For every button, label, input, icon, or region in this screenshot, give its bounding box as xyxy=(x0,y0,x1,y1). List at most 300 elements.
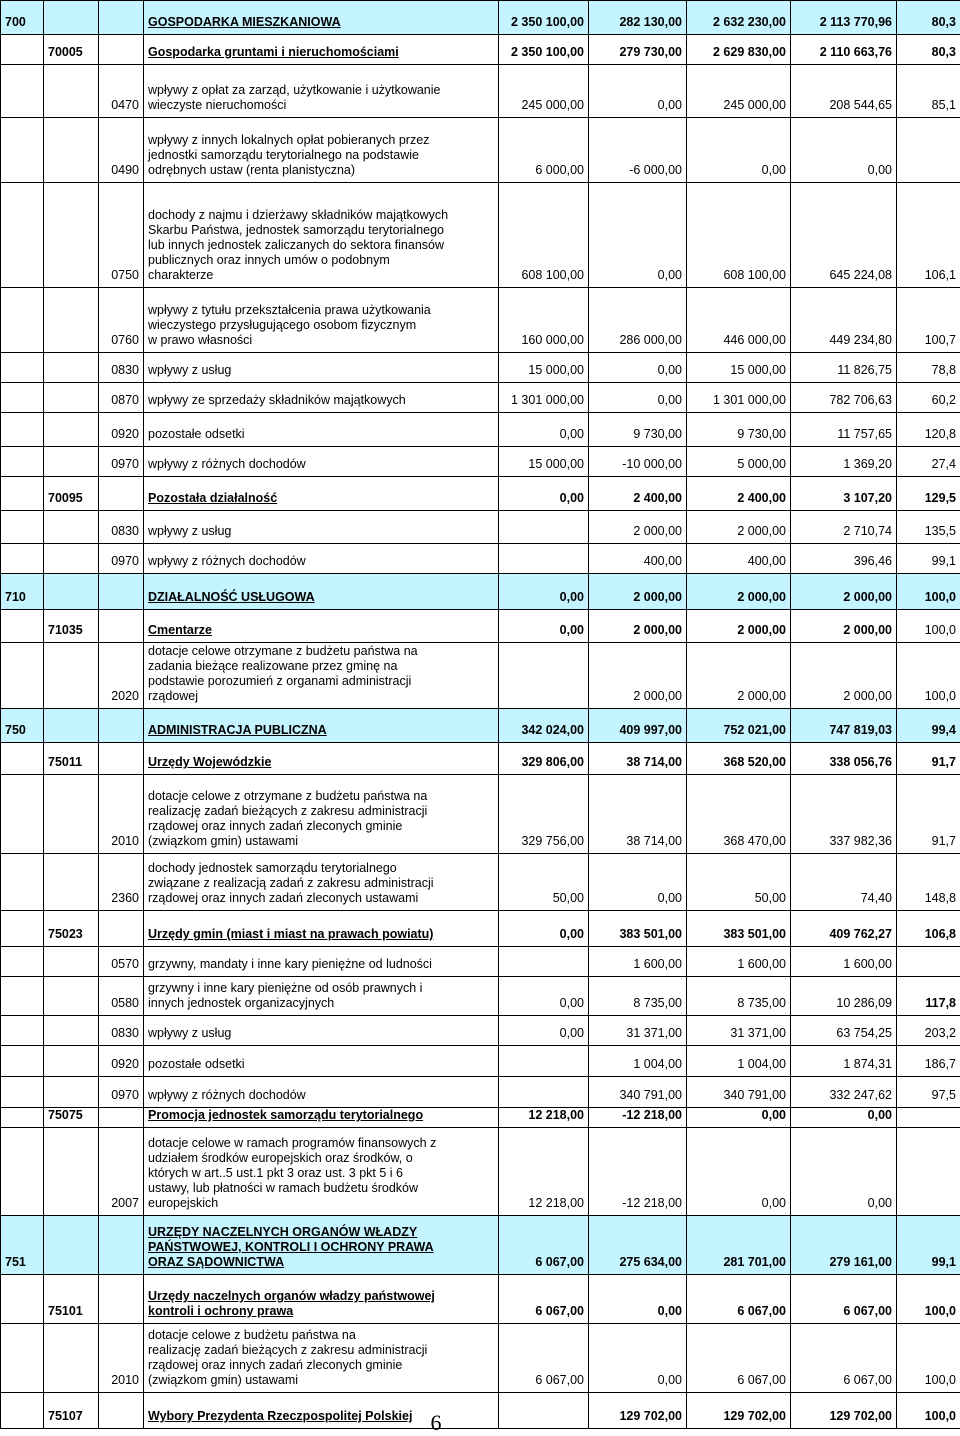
description-cell: wpływy z opłat za zarząd, użytkowanie i użytkowanie wieczyste nieruchomości xyxy=(144,65,499,118)
paragraf-cell: 0490 xyxy=(99,118,144,183)
percent-cell: 100,0 xyxy=(897,643,960,709)
changes-cell: 286 000,00 xyxy=(589,288,687,353)
plan-after-changes-cell: 2 000,00 xyxy=(687,610,791,643)
execution-cell: 208 544,65 xyxy=(791,65,897,118)
changes-cell: 0,00 xyxy=(589,1324,687,1393)
description-cell: wpływy ze sprzedaży składników majątkowych xyxy=(144,383,499,413)
execution-cell: 11 757,65 xyxy=(791,413,897,447)
plan-after-changes-cell: 245 000,00 xyxy=(687,65,791,118)
changes-cell: 1 004,00 xyxy=(589,1046,687,1077)
rozdzial-cell: 75023 xyxy=(44,911,99,947)
execution-cell: 409 762,27 xyxy=(791,911,897,947)
plan-cell xyxy=(499,511,589,544)
percent-cell xyxy=(897,947,960,977)
changes-cell: -6 000,00 xyxy=(589,118,687,183)
percent-cell: 129,5 xyxy=(897,477,960,511)
paragraf-cell xyxy=(99,35,144,65)
dzial-cell xyxy=(1,413,44,447)
table-row-paragraf xyxy=(1,511,960,544)
changes-cell: 129 702,00 xyxy=(589,1393,687,1429)
plan-after-changes-cell: 368 520,00 xyxy=(687,743,791,775)
table-row-paragraf xyxy=(1,1324,960,1393)
plan-cell: 2 350 100,00 xyxy=(499,1,589,35)
percent-cell xyxy=(897,1128,960,1216)
plan-after-changes-cell: 0,00 xyxy=(687,1108,791,1128)
changes-cell: 9 730,00 xyxy=(589,413,687,447)
table-row-paragraf xyxy=(1,288,960,353)
plan-after-changes-cell: 383 501,00 xyxy=(687,911,791,947)
rozdzial-cell: 71035 xyxy=(44,610,99,643)
rozdzial-cell xyxy=(44,183,99,288)
execution-cell: 645 224,08 xyxy=(791,183,897,288)
dzial-cell xyxy=(1,353,44,383)
percent-cell: 80,3 xyxy=(897,1,960,35)
execution-cell: 74,40 xyxy=(791,854,897,911)
description-cell: GOSPODARKA MIESZKANIOWA xyxy=(144,1,499,35)
percent-cell: 100,0 xyxy=(897,574,960,610)
percent-cell: 148,8 xyxy=(897,854,960,911)
description-cell: wpływy z usług xyxy=(144,353,499,383)
plan-after-changes-cell: 6 067,00 xyxy=(687,1324,791,1393)
dzial-cell xyxy=(1,118,44,183)
dzial-cell xyxy=(1,610,44,643)
changes-cell: -10 000,00 xyxy=(589,447,687,477)
description-cell: wpływy z tytułu przekształcenia prawa użytkowania wieczystego przysługującego osobom fizycznym w prawo własności xyxy=(144,288,499,353)
percent-cell: 78,8 xyxy=(897,353,960,383)
execution-cell: 0,00 xyxy=(791,1128,897,1216)
percent-cell xyxy=(897,1108,960,1128)
dzial-cell xyxy=(1,643,44,709)
paragraf-cell: 2007 xyxy=(99,1128,144,1216)
percent-cell: 99,1 xyxy=(897,544,960,574)
rozdzial-cell xyxy=(44,353,99,383)
changes-cell: 2 000,00 xyxy=(589,511,687,544)
table-row-dzial xyxy=(1,1,960,35)
plan-after-changes-cell: 2 400,00 xyxy=(687,477,791,511)
table-row-paragraf xyxy=(1,447,960,477)
table-row-paragraf xyxy=(1,1077,960,1108)
execution-cell: 396,46 xyxy=(791,544,897,574)
rozdzial-cell xyxy=(44,447,99,477)
execution-cell: 1 874,31 xyxy=(791,1046,897,1077)
description-cell: Urzędy Wojewódzkie xyxy=(144,743,499,775)
table-row-paragraf xyxy=(1,383,960,413)
rozdzial-cell xyxy=(44,288,99,353)
dzial-cell xyxy=(1,511,44,544)
paragraf-cell: 2360 xyxy=(99,854,144,911)
rozdzial-cell xyxy=(44,977,99,1016)
rozdzial-cell xyxy=(44,1077,99,1108)
rozdzial-cell: 75011 xyxy=(44,743,99,775)
rozdzial-cell xyxy=(44,511,99,544)
paragraf-cell xyxy=(99,1216,144,1275)
rozdzial-cell xyxy=(44,1128,99,1216)
percent-cell: 100,0 xyxy=(897,1275,960,1324)
table-row-paragraf xyxy=(1,643,960,709)
paragraf-cell: 0570 xyxy=(99,947,144,977)
plan-cell: 6 067,00 xyxy=(499,1216,589,1275)
table-row-paragraf xyxy=(1,1128,960,1216)
plan-after-changes-cell: 0,00 xyxy=(687,1128,791,1216)
plan-after-changes-cell: 15 000,00 xyxy=(687,353,791,383)
description-cell: pozostałe odsetki xyxy=(144,1046,499,1077)
plan-cell: 6 000,00 xyxy=(499,118,589,183)
plan-after-changes-cell: 5 000,00 xyxy=(687,447,791,477)
plan-after-changes-cell: 9 730,00 xyxy=(687,413,791,447)
page-number: 6 xyxy=(0,1410,872,1436)
percent-cell: 100,0 xyxy=(897,1324,960,1393)
plan-cell: 6 067,00 xyxy=(499,1275,589,1324)
plan-cell: 15 000,00 xyxy=(499,447,589,477)
table-row-paragraf xyxy=(1,775,960,854)
plan-after-changes-cell: 1 004,00 xyxy=(687,1046,791,1077)
table-row-rozdzial xyxy=(1,911,960,947)
rozdzial-cell xyxy=(44,544,99,574)
execution-cell: 0,00 xyxy=(791,118,897,183)
changes-cell: 275 634,00 xyxy=(589,1216,687,1275)
plan-cell: 0,00 xyxy=(499,1016,589,1046)
plan-cell: 2 350 100,00 xyxy=(499,35,589,65)
execution-cell: 2 000,00 xyxy=(791,574,897,610)
dzial-cell xyxy=(1,383,44,413)
paragraf-cell xyxy=(99,709,144,743)
percent-cell: 91,7 xyxy=(897,743,960,775)
plan-after-changes-cell: 50,00 xyxy=(687,854,791,911)
table-body xyxy=(1,1,960,1429)
rozdzial-cell xyxy=(44,118,99,183)
paragraf-cell xyxy=(99,1275,144,1324)
paragraf-cell: 0470 xyxy=(99,65,144,118)
execution-cell: 0,00 xyxy=(791,1108,897,1128)
description-cell: Cmentarze xyxy=(144,610,499,643)
paragraf-cell xyxy=(99,1,144,35)
percent-cell: 106,1 xyxy=(897,183,960,288)
description-cell: wpływy z usług xyxy=(144,511,499,544)
execution-cell: 2 110 663,76 xyxy=(791,35,897,65)
paragraf-cell: 0760 xyxy=(99,288,144,353)
rozdzial-cell xyxy=(44,1324,99,1393)
description-cell: Promocja jednostek samorządu terytorialnego xyxy=(144,1108,499,1128)
paragraf-cell xyxy=(99,610,144,643)
execution-cell: 3 107,20 xyxy=(791,477,897,511)
percent-cell: 99,1 xyxy=(897,1216,960,1275)
table-row-rozdzial xyxy=(1,743,960,775)
changes-cell: 0,00 xyxy=(589,383,687,413)
dzial-cell xyxy=(1,947,44,977)
plan-after-changes-cell: 31 371,00 xyxy=(687,1016,791,1046)
changes-cell: 409 997,00 xyxy=(589,709,687,743)
plan-cell: 329 806,00 xyxy=(499,743,589,775)
plan-cell: 329 756,00 xyxy=(499,775,589,854)
dzial-cell xyxy=(1,1324,44,1393)
paragraf-cell: 0830 xyxy=(99,511,144,544)
plan-cell xyxy=(499,643,589,709)
dzial-cell xyxy=(1,977,44,1016)
plan-cell: 160 000,00 xyxy=(499,288,589,353)
execution-cell: 129 702,00 xyxy=(791,1393,897,1429)
plan-cell: 608 100,00 xyxy=(499,183,589,288)
paragraf-cell: 0970 xyxy=(99,447,144,477)
table-row-paragraf xyxy=(1,353,960,383)
paragraf-cell: 0970 xyxy=(99,544,144,574)
changes-cell: 0,00 xyxy=(589,65,687,118)
plan-cell: 0,00 xyxy=(499,477,589,511)
dzial-cell: 710 xyxy=(1,574,44,610)
plan-cell xyxy=(499,1046,589,1077)
execution-cell: 6 067,00 xyxy=(791,1324,897,1393)
plan-after-changes-cell: 340 791,00 xyxy=(687,1077,791,1108)
rozdzial-cell: 75101 xyxy=(44,1275,99,1324)
execution-cell: 337 982,36 xyxy=(791,775,897,854)
description-cell: dochody z najmu i dzierżawy składników majątkowych Skarbu Państwa, jednostek samorządu terytorialnego lub innych jednostek zaliczanych do sektora finansów publicznych oraz innych umów o podobnym charakterze xyxy=(144,183,499,288)
description-cell: dotacje celowe z otrzymane z budżetu państwa na realizację zadań bieżących z zakresu administracji rządowej oraz innych zadań zleconych gminie (związkom gmin) ustawami xyxy=(144,775,499,854)
paragraf-cell xyxy=(99,574,144,610)
plan-cell: 1 301 000,00 xyxy=(499,383,589,413)
rozdzial-cell xyxy=(44,574,99,610)
description-cell: Pozostała działalność xyxy=(144,477,499,511)
changes-cell: 2 000,00 xyxy=(589,643,687,709)
execution-cell: 2 000,00 xyxy=(791,643,897,709)
plan-cell: 342 024,00 xyxy=(499,709,589,743)
changes-cell: 2 000,00 xyxy=(589,610,687,643)
plan-after-changes-cell: 6 067,00 xyxy=(687,1275,791,1324)
execution-cell: 1 369,20 xyxy=(791,447,897,477)
changes-cell: 400,00 xyxy=(589,544,687,574)
percent-cell: 106,8 xyxy=(897,911,960,947)
dzial-cell xyxy=(1,1128,44,1216)
table-row-paragraf xyxy=(1,854,960,911)
rozdzial-cell xyxy=(44,709,99,743)
percent-cell: 100,7 xyxy=(897,288,960,353)
rozdzial-cell xyxy=(44,1046,99,1077)
dzial-cell: 751 xyxy=(1,1216,44,1275)
dzial-cell xyxy=(1,911,44,947)
plan-after-changes-cell: 608 100,00 xyxy=(687,183,791,288)
changes-cell: 0,00 xyxy=(589,854,687,911)
rozdzial-cell xyxy=(44,383,99,413)
plan-cell: 6 067,00 xyxy=(499,1324,589,1393)
dzial-cell: 750 xyxy=(1,709,44,743)
percent-cell: 27,4 xyxy=(897,447,960,477)
rozdzial-cell xyxy=(44,1016,99,1046)
description-cell: dotacje celowe otrzymane z budżetu państwa na zadania bieżące realizowane przez gminę na podstawie porozumień z organami administracji rządowej xyxy=(144,643,499,709)
dzial-cell xyxy=(1,35,44,65)
execution-cell: 11 826,75 xyxy=(791,353,897,383)
paragraf-cell: 2010 xyxy=(99,775,144,854)
description-cell: Urzędy naczelnych organów władzy państwowej kontroli i ochrony prawa xyxy=(144,1275,499,1324)
changes-cell: -12 218,00 xyxy=(589,1108,687,1128)
paragraf-cell xyxy=(99,743,144,775)
plan-after-changes-cell: 2 000,00 xyxy=(687,511,791,544)
plan-cell xyxy=(499,1077,589,1108)
dzial-cell xyxy=(1,1275,44,1324)
description-cell: wpływy z różnych dochodów xyxy=(144,544,499,574)
plan-after-changes-cell: 2 629 830,00 xyxy=(687,35,791,65)
dzial-cell xyxy=(1,544,44,574)
paragraf-cell: 0750 xyxy=(99,183,144,288)
changes-cell: -12 218,00 xyxy=(589,1128,687,1216)
percent-cell: 60,2 xyxy=(897,383,960,413)
percent-cell: 97,5 xyxy=(897,1077,960,1108)
dzial-cell xyxy=(1,743,44,775)
plan-cell: 0,00 xyxy=(499,911,589,947)
changes-cell: 0,00 xyxy=(589,1275,687,1324)
plan-after-changes-cell: 2 000,00 xyxy=(687,643,791,709)
plan-after-changes-cell: 281 701,00 xyxy=(687,1216,791,1275)
paragraf-cell: 2020 xyxy=(99,643,144,709)
plan-cell: 50,00 xyxy=(499,854,589,911)
plan-cell xyxy=(499,544,589,574)
description-cell: Urzędy gmin (miast i miast na prawach powiatu) xyxy=(144,911,499,947)
percent-cell: 100,0 xyxy=(897,1393,960,1429)
percent-cell: 100,0 xyxy=(897,610,960,643)
description-cell: dotacje celowe z budżetu państwa na realizację zadań bieżących z zakresu administracji rządowej oraz innych zadań zleconych gminie (związkom gmin) ustawami xyxy=(144,1324,499,1393)
dzial-cell xyxy=(1,477,44,511)
table-row-paragraf xyxy=(1,544,960,574)
table-row-dzial xyxy=(1,574,960,610)
plan-cell: 245 000,00 xyxy=(499,65,589,118)
dzial-cell xyxy=(1,1016,44,1046)
execution-cell: 332 247,62 xyxy=(791,1077,897,1108)
percent-cell xyxy=(897,118,960,183)
paragraf-cell: 0920 xyxy=(99,1046,144,1077)
dzial-cell xyxy=(1,775,44,854)
changes-cell: 8 735,00 xyxy=(589,977,687,1016)
table-row-rozdzial xyxy=(1,477,960,511)
changes-cell: 38 714,00 xyxy=(589,775,687,854)
table-row-paragraf xyxy=(1,977,960,1016)
plan-after-changes-cell: 1 600,00 xyxy=(687,947,791,977)
dzial-cell xyxy=(1,288,44,353)
table-row-paragraf xyxy=(1,947,960,977)
table-row-dzial xyxy=(1,709,960,743)
rozdzial-cell: 70095 xyxy=(44,477,99,511)
execution-cell: 782 706,63 xyxy=(791,383,897,413)
paragraf-cell: 0920 xyxy=(99,413,144,447)
rozdzial-cell xyxy=(44,854,99,911)
table-row-dzial xyxy=(1,1216,960,1275)
paragraf-cell: 0580 xyxy=(99,977,144,1016)
execution-cell: 2 113 770,96 xyxy=(791,1,897,35)
table-row-paragraf xyxy=(1,413,960,447)
dzial-cell xyxy=(1,1108,44,1128)
execution-cell: 2 000,00 xyxy=(791,610,897,643)
plan-cell: 0,00 xyxy=(499,977,589,1016)
description-cell: wpływy z różnych dochodów xyxy=(144,447,499,477)
plan-after-changes-cell: 2 000,00 xyxy=(687,574,791,610)
dzial-cell xyxy=(1,1077,44,1108)
execution-cell: 747 819,03 xyxy=(791,709,897,743)
plan-cell: 0,00 xyxy=(499,610,589,643)
dzial-cell: 700 xyxy=(1,1,44,35)
table-row-rozdzial xyxy=(1,35,960,65)
description-cell: grzywny, mandaty i inne kary pieniężne od ludności xyxy=(144,947,499,977)
changes-cell: 279 730,00 xyxy=(589,35,687,65)
paragraf-cell: 2010 xyxy=(99,1324,144,1393)
plan-after-changes-cell: 1 301 000,00 xyxy=(687,383,791,413)
rozdzial-cell xyxy=(44,1,99,35)
changes-cell: 0,00 xyxy=(589,353,687,383)
plan-cell: 0,00 xyxy=(499,413,589,447)
description-cell: wpływy z usług xyxy=(144,1016,499,1046)
changes-cell: 2 400,00 xyxy=(589,477,687,511)
description-cell: DZIAŁALNOŚĆ USŁUGOWA xyxy=(144,574,499,610)
description-cell: grzywny i inne kary pieniężne od osób prawnych i innych jednostek organizacyjnych xyxy=(144,977,499,1016)
percent-cell: 80,3 xyxy=(897,35,960,65)
execution-cell: 2 710,74 xyxy=(791,511,897,544)
table-row-paragraf xyxy=(1,1046,960,1077)
rozdzial-cell: 75075 xyxy=(44,1108,99,1128)
plan-cell: 0,00 xyxy=(499,574,589,610)
description-cell: Wybory Prezydenta Rzeczpospolitej Polskiej xyxy=(144,1393,499,1429)
rozdzial-cell: 70005 xyxy=(44,35,99,65)
percent-cell: 99,4 xyxy=(897,709,960,743)
paragraf-cell: 0870 xyxy=(99,383,144,413)
table-row-rozdzial xyxy=(1,1275,960,1324)
percent-cell: 203,2 xyxy=(897,1016,960,1046)
changes-cell: 282 130,00 xyxy=(589,1,687,35)
execution-cell: 63 754,25 xyxy=(791,1016,897,1046)
plan-after-changes-cell: 752 021,00 xyxy=(687,709,791,743)
changes-cell: 383 501,00 xyxy=(589,911,687,947)
description-cell: wpływy z różnych dochodów xyxy=(144,1077,499,1108)
plan-cell: 12 218,00 xyxy=(499,1108,589,1128)
description-cell: URZĘDY NACZELNYCH ORGANÓW WŁADZY PAŃSTWOWEJ, KONTROLI I OCHRONY PRAWA ORAZ SĄDOWNICTWA xyxy=(144,1216,499,1275)
plan-after-changes-cell: 400,00 xyxy=(687,544,791,574)
execution-cell: 6 067,00 xyxy=(791,1275,897,1324)
percent-cell: 186,7 xyxy=(897,1046,960,1077)
dzial-cell xyxy=(1,854,44,911)
changes-cell: 2 000,00 xyxy=(589,574,687,610)
percent-cell: 120,8 xyxy=(897,413,960,447)
plan-after-changes-cell: 2 632 230,00 xyxy=(687,1,791,35)
description-cell: dochody jednostek samorządu terytorialnego związane z realizacją zadań z zakresu administracji rządowej oraz innych zadań zleconych ustawami xyxy=(144,854,499,911)
description-cell: wpływy z innych lokalnych opłat pobieranych przez jednostki samorządu terytorialnego na podstawie odrębnych ustaw (renta planistyczna) xyxy=(144,118,499,183)
percent-cell: 85,1 xyxy=(897,65,960,118)
execution-cell: 10 286,09 xyxy=(791,977,897,1016)
plan-cell: 15 000,00 xyxy=(499,353,589,383)
rozdzial-cell: 75107 xyxy=(44,1393,99,1429)
description-cell: pozostałe odsetki xyxy=(144,413,499,447)
changes-cell: 38 714,00 xyxy=(589,743,687,775)
table-row-paragraf xyxy=(1,118,960,183)
paragraf-cell: 0830 xyxy=(99,1016,144,1046)
dzial-cell xyxy=(1,1046,44,1077)
plan-after-changes-cell: 0,00 xyxy=(687,118,791,183)
paragraf-cell: 0970 xyxy=(99,1077,144,1108)
rozdzial-cell xyxy=(44,1216,99,1275)
execution-cell: 338 056,76 xyxy=(791,743,897,775)
paragraf-cell: 0830 xyxy=(99,353,144,383)
plan-cell xyxy=(499,947,589,977)
changes-cell: 0,00 xyxy=(589,183,687,288)
rozdzial-cell xyxy=(44,643,99,709)
table-row-paragraf xyxy=(1,65,960,118)
table-row-rozdzial xyxy=(1,610,960,643)
rozdzial-cell xyxy=(44,65,99,118)
percent-cell: 117,8 xyxy=(897,977,960,1016)
dzial-cell xyxy=(1,183,44,288)
changes-cell: 1 600,00 xyxy=(589,947,687,977)
rozdzial-cell xyxy=(44,775,99,854)
execution-cell: 449 234,80 xyxy=(791,288,897,353)
paragraf-cell xyxy=(99,477,144,511)
paragraf-cell xyxy=(99,911,144,947)
description-cell: dotacje celowe w ramach programów finansowych z udziałem środków europejskich oraz środków, o których w art..5 ust.1 pkt 3 oraz ust. 3 pkt 5 i 6 ustawy, lub płatności w ramach budżetu środków europejskich xyxy=(144,1128,499,1216)
plan-cell: 12 218,00 xyxy=(499,1128,589,1216)
table-row-paragraf xyxy=(1,1016,960,1046)
paragraf-cell xyxy=(99,1108,144,1128)
